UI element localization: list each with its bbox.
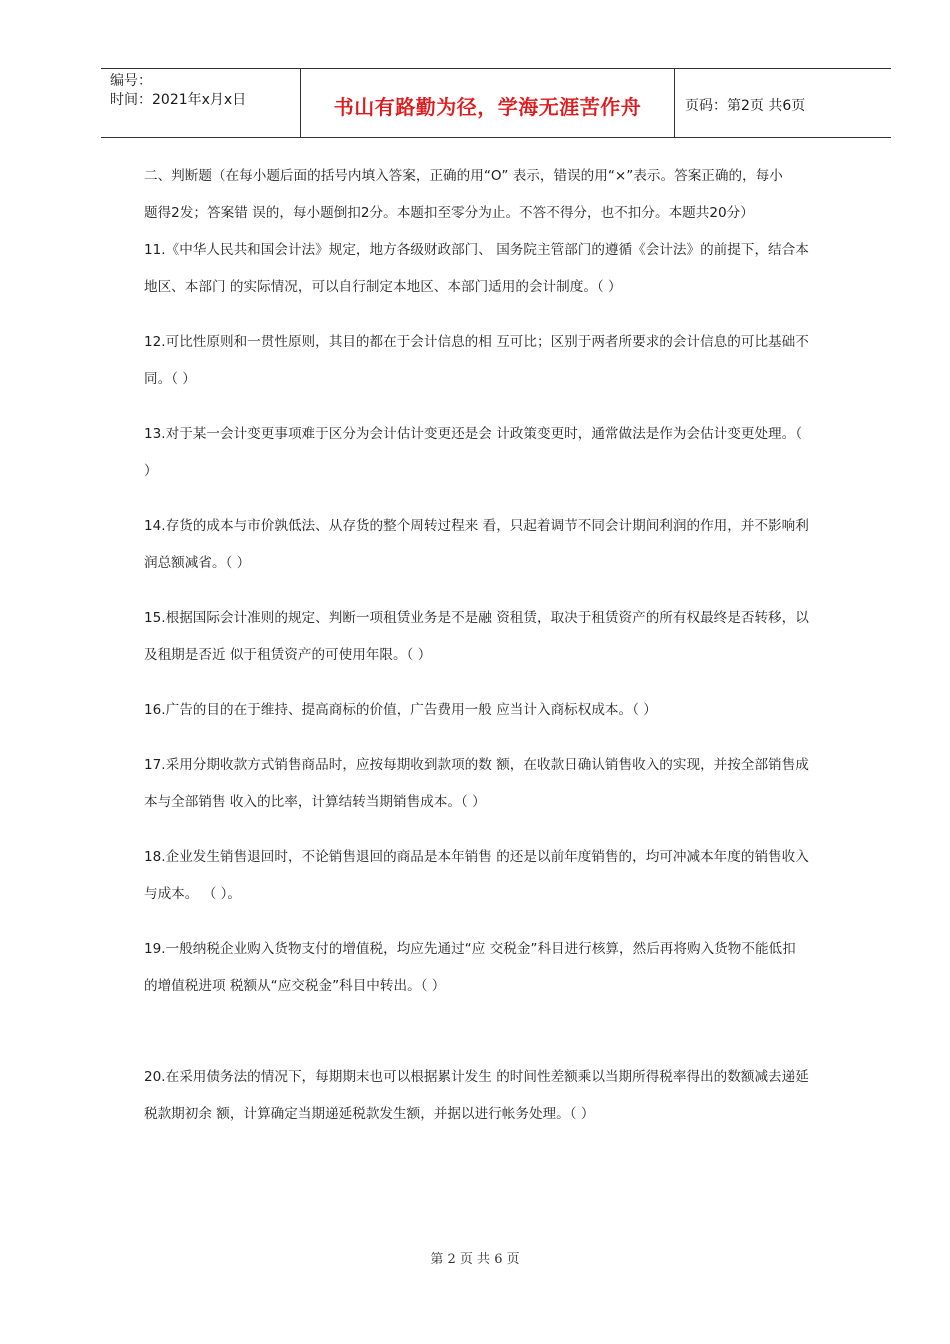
question-line: 15.根据国际会计准则的规定、判断一项租赁业务是不是融 资租赁，取决于租赁资产的所有权最终是否转移，以 [144,610,809,626]
time-label: 时间：2021年x月x日 [110,92,247,108]
question-15 [144,600,849,674]
question-line: 14.存货的成本与市价孰低法、从存货的整个周转过程来 看，只起着调节不同会计期间利润的作用，并不影响利 [144,518,809,534]
question-18 [144,839,849,913]
question-line: 16.广告的目的在于维持、提高商标的价值，广告费用一般 应当计入商标权成本。（ ） [144,702,657,718]
question-line: 同。（ ） [144,371,196,387]
page-header [101,68,891,138]
section-intro-line2: 题得2发；答案错 误的，每小题倒扣2分。本题扣至零分为止。不答不得分，也不扣分。本题共20分） [144,205,754,221]
question-14 [144,508,849,582]
question-line: 地区、本部门 的实际情况，可以自行制定本地区、本部门适用的会计制度。（ ） [144,279,622,295]
question-line: 17.采用分期收款方式销售商品时，应按每期收到款项的数 额，在收款日确认销售收入的实现，并按全部销售成 [144,757,809,773]
question-11 [144,232,849,306]
question-line: 税款期初余 额，计算确定当期递延税款发生额，并据以进行帐务处理。（ ） [144,1106,595,1122]
question-line: 及租期是否近 似于租赁资产的可使用年限。（ ） [144,647,432,663]
question-line: 的增值税进项 税额从“应交税金”科目中转出。（ ） [144,978,446,994]
question-19 [144,931,849,1005]
question-12 [144,324,849,398]
question-line: 13.对于某一会计变更事项难于区分为会计估计变更还是会 计政策变更时，通常做法是作为会估计变更处理。（ [144,426,803,442]
question-line: 与成本。 （ ）。 [144,886,241,902]
question-13 [144,416,849,490]
question-20 [144,1059,849,1133]
number-label: 编号： [110,73,152,89]
section-intro-line1: 二、判断题（在每小题后面的括号内填入答案，正确的用“O” 表示，错误的用“×”表示。答案正确的，每小 [144,168,783,184]
question-line: 润总额减省。（ ） [144,555,251,571]
header-motto: 书山有路勤为径，学海无涯苦作舟 [301,69,675,137]
question-line: 18.企业发生销售退回时，不论销售退回的商品是本年销售 的还是以前年度销售的，均可冲减本年度的销售收入 [144,849,809,865]
question-line: 12.可比性原则和一贯性原则，其目的都在于会计信息的相 互可比；区别于两者所要求的会计信息的可比基础不 [144,334,809,350]
header-page-info: 页码：第2页 共6页 [685,98,806,114]
question-17 [144,747,849,821]
header-meta [101,69,301,137]
question-line: 20.在采用债务法的情况下，每期期末也可以根据累计发生 的时间性差额乘以当期所得税率得出的数额减去递延 [144,1069,809,1085]
question-line: ） [144,463,158,479]
document-body [144,158,849,1133]
question-16 [144,692,849,729]
page-footer: 第 2 页 共 6 页 [430,1252,520,1267]
question-line: 19.一般纳税企业购入货物支付的增值税，均应先通过“应 交税金”科目进行核算，然后再将购入货物不能低扣 [144,941,796,957]
question-line: 本与全部销售 收入的比率，计算结转当期销售成本。（ ） [144,794,486,810]
question-line: 11.《中华人民共和国会计法》规定，地方各级财政部门、 国务院主管部门的遵循《会计法》的前提下，结合本 [144,242,809,258]
